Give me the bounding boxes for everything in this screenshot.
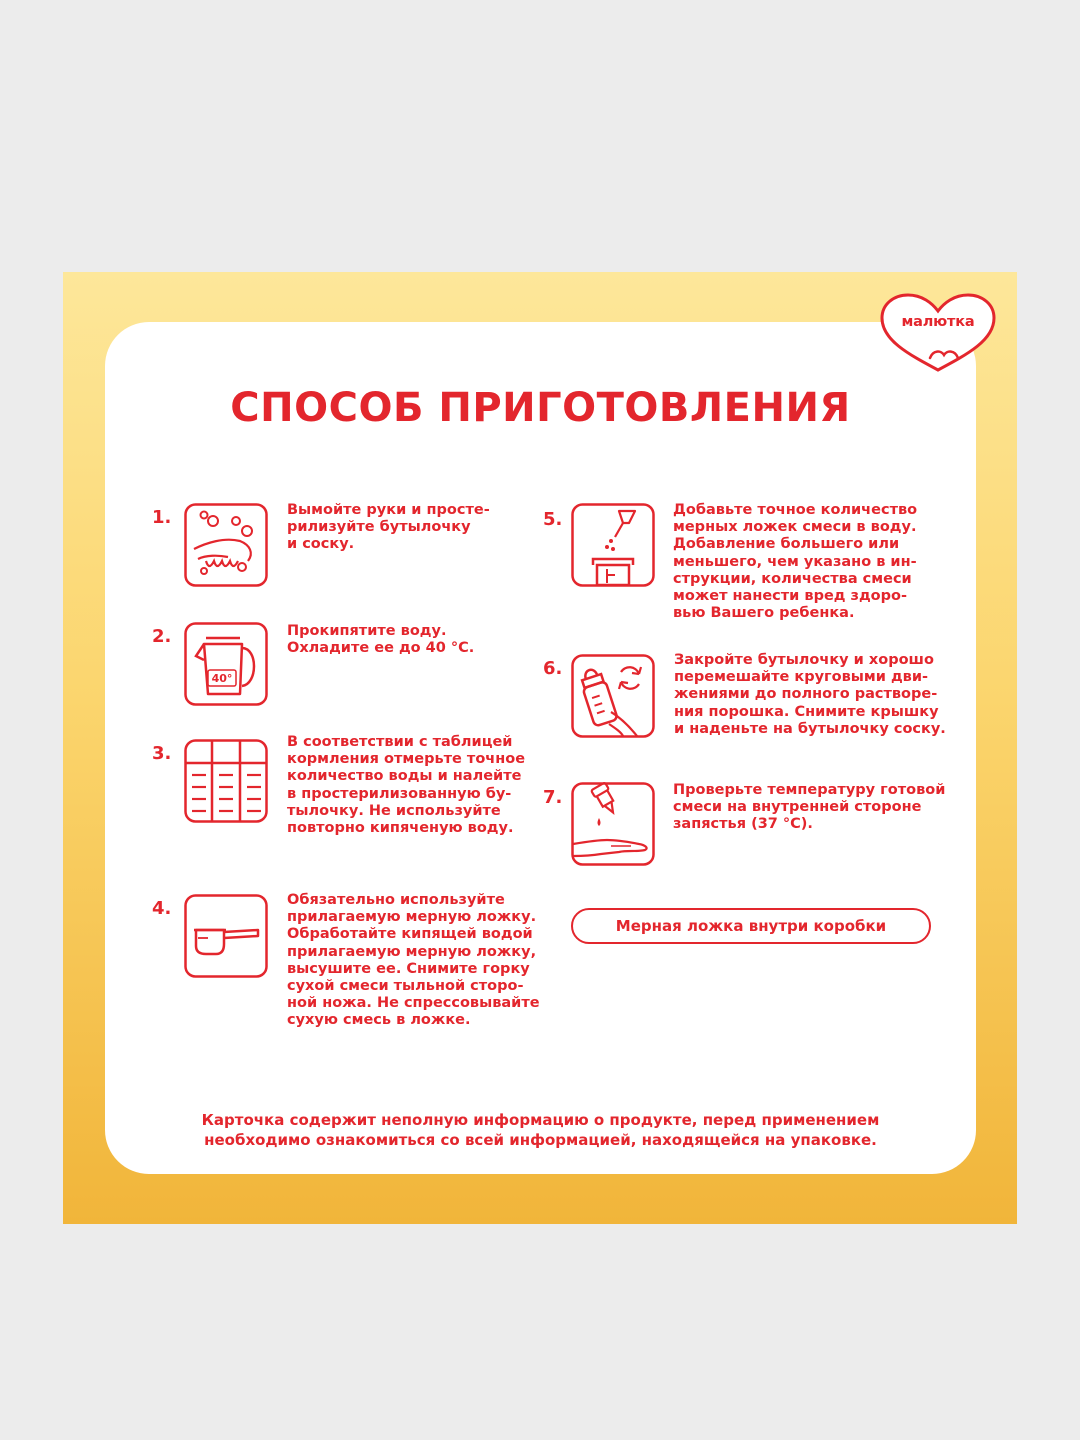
step-4-number: 4. — [152, 898, 172, 919]
logo-text: малютка — [901, 314, 975, 330]
step-4-text: Обязательно используйте прилагаемую мерную ложку. Обработайте кипящей водой прилагаемую мерную ложку, высушите ее. Снимите горку сухой смеси тыльной сторо- ной ножа. Не спрессовывайте сухую смесь в ложке. — [287, 892, 540, 1029]
brand-logo — [878, 292, 998, 372]
step-5-number: 5. — [543, 509, 563, 530]
step-7-text: Проверьте температуру готовой смеси на внутренней стороне запястья (37 °С). — [673, 782, 946, 833]
footer-disclaimer: Карточка содержит неполную информацию о продукте, перед применением необходимо ознакомиться со всей информацией, находящейся на упаковке. — [201, 1111, 880, 1149]
shake-bottle-icon — [571, 654, 655, 738]
check-temperature-icon — [571, 782, 655, 866]
step-7-number: 7. — [543, 787, 563, 808]
step-6-text: Закройте бутылочку и хорошо перемешайте круговыми дви- жениями до полного растворе- ния порошка. Снимите крышку и наденьте на бутылочку соску. — [674, 652, 946, 737]
measuring-spoon-icon — [184, 894, 268, 978]
kettle-temp-label: 40° — [211, 672, 233, 685]
add-powder-icon — [571, 503, 655, 587]
step-6-number: 6. — [543, 658, 563, 679]
spoon-inside-box-badge: Мерная ложка внутри коробки — [571, 908, 931, 944]
step-3-text: В соответствии с таблицей кормления отмерьте точное количество воды и налейте в простерилизованную бу- тылочку. Не используйте повторно кипяченую воду. — [287, 734, 526, 837]
step-1-number: 1. — [152, 507, 172, 528]
kettle-icon — [184, 622, 268, 706]
wash-hands-icon — [184, 503, 268, 587]
feeding-table-icon — [184, 739, 268, 823]
step-2-number: 2. — [152, 626, 172, 647]
step-2-text: Прокипятите воду. Охладите ее до 40 °С. — [287, 623, 475, 657]
page-title: СПОСОБ ПРИГОТОВЛЕНИЯ — [230, 385, 851, 431]
step-3-number: 3. — [152, 743, 172, 764]
heart-logo-icon — [878, 292, 998, 372]
step-5-text: Добавьте точное количество мерных ложек смеси в воду. Добавление большего или меньшего, чем указано в ин- струкции, количества смеси может нанести вред здоро- вью Вашего ребенка. — [673, 502, 918, 622]
step-1-text: Вымойте руки и просте- рилизуйте бутылочку и соску. — [287, 502, 490, 553]
